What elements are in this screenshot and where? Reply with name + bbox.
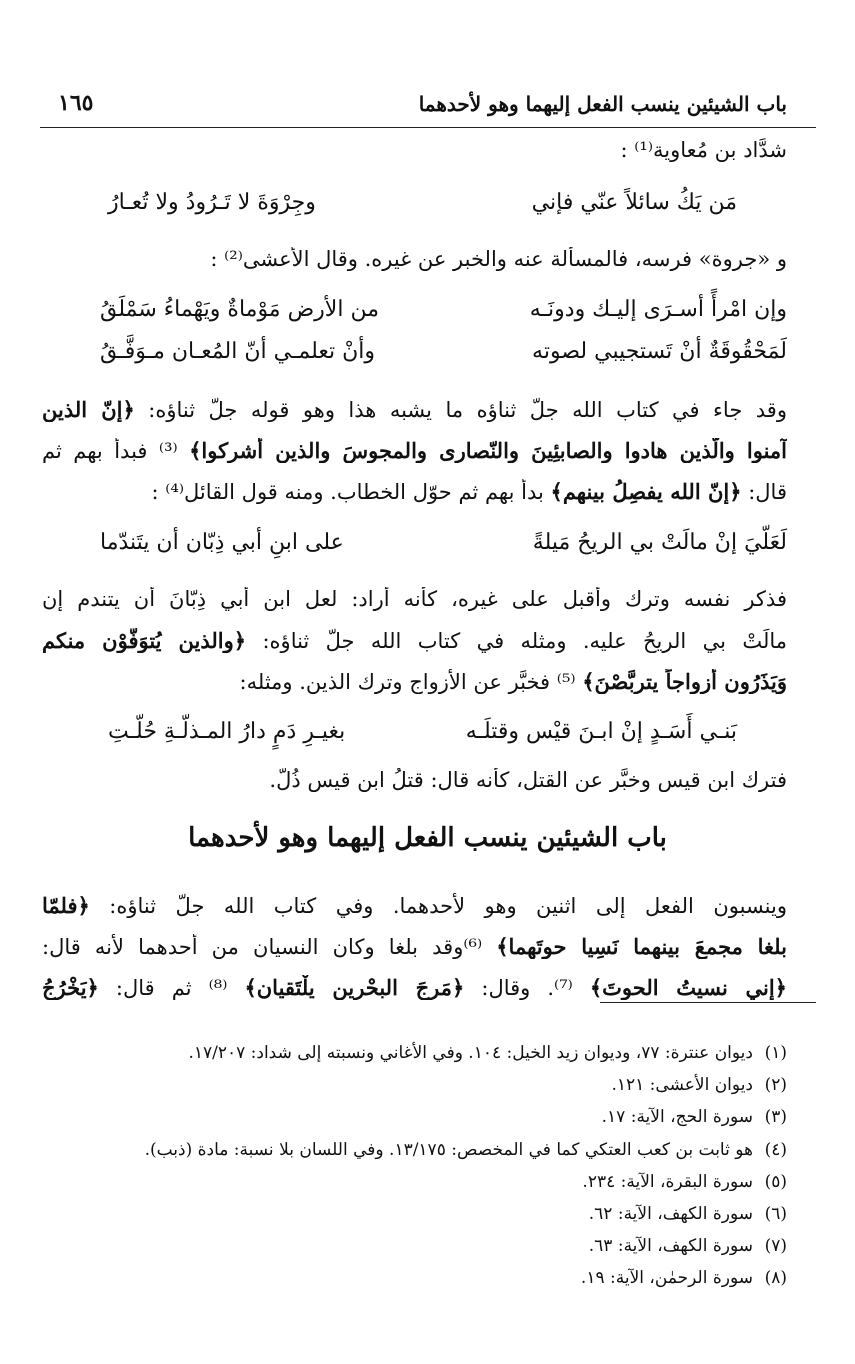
verse-3-second-hemistich: وأنْ تعلمـي أنّ المُعـان مـوَفَّـقُ	[100, 339, 376, 364]
footnote	[611, 1075, 787, 1095]
verse-1-first-hemistich: مَن يَكُ سائلاً عنّي فإني	[531, 190, 737, 215]
footnote-number: (٧)	[764, 1236, 787, 1256]
paragraph-5-line-1-text: وينسبون الفعل إلى اثنين وهو لأحدهما. وفي كتاب الله جلّ ثناؤه:	[109, 894, 787, 918]
paragraph-5-line-3-text-b: ⁽⁸⁾ ثم قال:	[115, 976, 228, 1000]
footnote-text: سورة الكهف، الآية: ٦٢.	[588, 1204, 753, 1224]
verse-3-first-hemistich: لَمَحْقُوقَةٌ أنْ تَستجيبي لصوته	[532, 339, 787, 364]
paragraph-4: فترك ابن قيس وخبَّر عن القتل، كأنه قال: قتلُ ابن قيس ذُلّ.	[269, 768, 787, 792]
paragraph-3-line-1: فذكر نفسه وترك وأقبل على غيره، كأنه أراد: لعل ابن أبي ذِبّانَ أن يتندم إن	[42, 587, 787, 611]
quran-quote: ﴿مَرجَ البحْرينِ يلْتَقيان﴾	[244, 975, 465, 1000]
quran-quote: ﴿إنّ الذين	[42, 397, 135, 422]
verse-2-first-hemistich: وإن امْرأً أسـرَى إليـك ودونَـه	[529, 297, 787, 322]
footnote	[602, 1107, 787, 1127]
paragraph-2-line-3	[42, 479, 787, 504]
verse-4-first-hemistich: لَعَلّيَ إنْ مالَتْ بي الريحُ مَيلةً	[532, 530, 787, 555]
footnote	[581, 1268, 787, 1288]
footnote-number: (٣)	[764, 1107, 787, 1127]
quran-quote: وَيَذَرُون أزواجاً يتربَّصْنَ﴾	[582, 669, 787, 694]
quran-quote: ﴿فلمّا	[42, 893, 90, 918]
quran-quote: آمنوا والّذين هادوا والصابئِينَ والنّصارى والمجوسَ والذين أشركوا﴾	[189, 438, 787, 463]
footnote-text: ديوان الأعشى: ١٢١.	[611, 1075, 753, 1095]
verse-2-second-hemistich: من الأرض مَوْماةٌ ويَهْماءُ سَمْلَقُ	[100, 297, 379, 322]
footnote	[145, 1140, 787, 1160]
footnote	[589, 1204, 787, 1224]
header-rule	[40, 127, 816, 128]
footnote-text: سورة الكهف، الآية: ٦٣.	[588, 1236, 753, 1256]
paragraph-2-line-2-text: ⁽³⁾ فبدأ بهم ثم	[42, 439, 178, 463]
footnote-number: (٤)	[764, 1140, 787, 1160]
paragraph-3-line-2	[42, 628, 787, 653]
verse-1-second-hemistich: وجِرْوَةَ لا تَـرُودُ ولا تُعـارُ	[108, 190, 316, 215]
paragraph-5-line-2-text: ⁽⁶⁾وقد بلغا وكان النسيان من أحدهما لأنه قال:	[42, 935, 483, 959]
footnote-number: (١)	[764, 1043, 787, 1063]
quran-quote: ﴿والذين يُتوَفَّوْن منكم	[42, 628, 247, 653]
verse-5-second-hemistich: بغيـرِ دَمٍ دارُ المـذلّـةِ حُلّـتِ	[108, 719, 346, 744]
footnote-text: ديوان عنترة: ٧٧، وديوان زيد الخيل: ١٠٤. وفي الأغاني ونسبته إلى شداد: ١٧/٢٠٧.	[188, 1043, 753, 1063]
footnote-text: سورة الحج، الآية: ١٧.	[601, 1107, 753, 1127]
paragraph-3-line-3-text: ⁽⁵⁾ فخبَّر عن الأزواج وترك الذين. ومثله:	[239, 670, 576, 694]
footnote-number: (٢)	[764, 1075, 787, 1095]
paragraph-1: و «جروة» فرسه، فالمسألة عنه والخبر عن غيره. وقال الأعشى⁽²⁾ :	[210, 247, 787, 271]
quran-quote: بلغا مجمعَ بينهما نَسِيا حوتَهما﴾	[496, 934, 787, 959]
paragraph-5-line-3	[42, 975, 787, 1000]
page-number: ١٦٥	[58, 90, 94, 116]
paragraph-5-line-2	[42, 934, 787, 959]
running-title: باب الشيئين ينسب الفعل إليهما وهو لأحدهما	[418, 92, 787, 116]
paragraph-3-line-2-text: مالَتْ بي الريحُ عليه. ومثله في كتاب الله جلّ ثناؤه:	[262, 629, 787, 653]
footnote-text: هو ثابت بن كعب العتكي كما في المخصص: ١٣/١٧٥. وفي اللسان بلا نسبة: مادة (ذبب).	[144, 1140, 753, 1160]
footnote-number: (٦)	[764, 1204, 787, 1224]
quran-quote: ﴿إني نسيتُ الحوتَ﴾	[589, 975, 787, 1000]
footnote-rule	[600, 1002, 816, 1003]
verse-4-second-hemistich: على ابنِ أبي ذِبّان أن يتَندّما	[100, 530, 344, 555]
footnote	[589, 1236, 787, 1256]
paragraph-2-line-1-text: وقد جاء في كتاب الله جلّ ثناؤه ما يشبه هذا وهو قوله جلّ ثناؤه:	[148, 398, 787, 422]
footnote-text: سورة البقرة، الآية: ٢٣٤.	[582, 1172, 753, 1192]
quran-quote: ﴿إنّ الله يفصِلُ بينهم﴾	[550, 479, 742, 504]
footnote	[188, 1043, 787, 1063]
quran-quote: ﴿يَخْرُجُ	[42, 975, 99, 1000]
intro-line: شدَّاد بن مُعاوية⁽¹⁾ :	[620, 138, 787, 162]
verse-5-first-hemistich: بَنـي أَسَـدٍ إنْ ابـنَ قيْس وقتلَـه	[465, 719, 737, 744]
paragraph-2-line-3-text-b: بدأ بهم ثم حوّل الخطاب. ومنه قول القائل⁽⁴⁾ :	[151, 480, 544, 504]
paragraph-5-line-3-text-a: ⁽⁷⁾. وقال:	[481, 976, 573, 1000]
footnote-number: (٨)	[764, 1268, 787, 1288]
paragraph-2-line-1	[42, 397, 787, 422]
paragraph-2-line-3-text-a: قال:	[748, 480, 787, 504]
paragraph-5-line-1	[42, 893, 787, 918]
footnote-text: سورة الرحمٰن، الآية: ١٩.	[580, 1268, 753, 1288]
footnote-number: (٥)	[764, 1172, 787, 1192]
section-title: باب الشيئين ينسب الفعل إليهما وهو لأحدهما	[188, 823, 667, 853]
paragraph-3-line-3	[42, 669, 787, 694]
footnote	[582, 1172, 787, 1192]
paragraph-2-line-2	[42, 438, 787, 463]
